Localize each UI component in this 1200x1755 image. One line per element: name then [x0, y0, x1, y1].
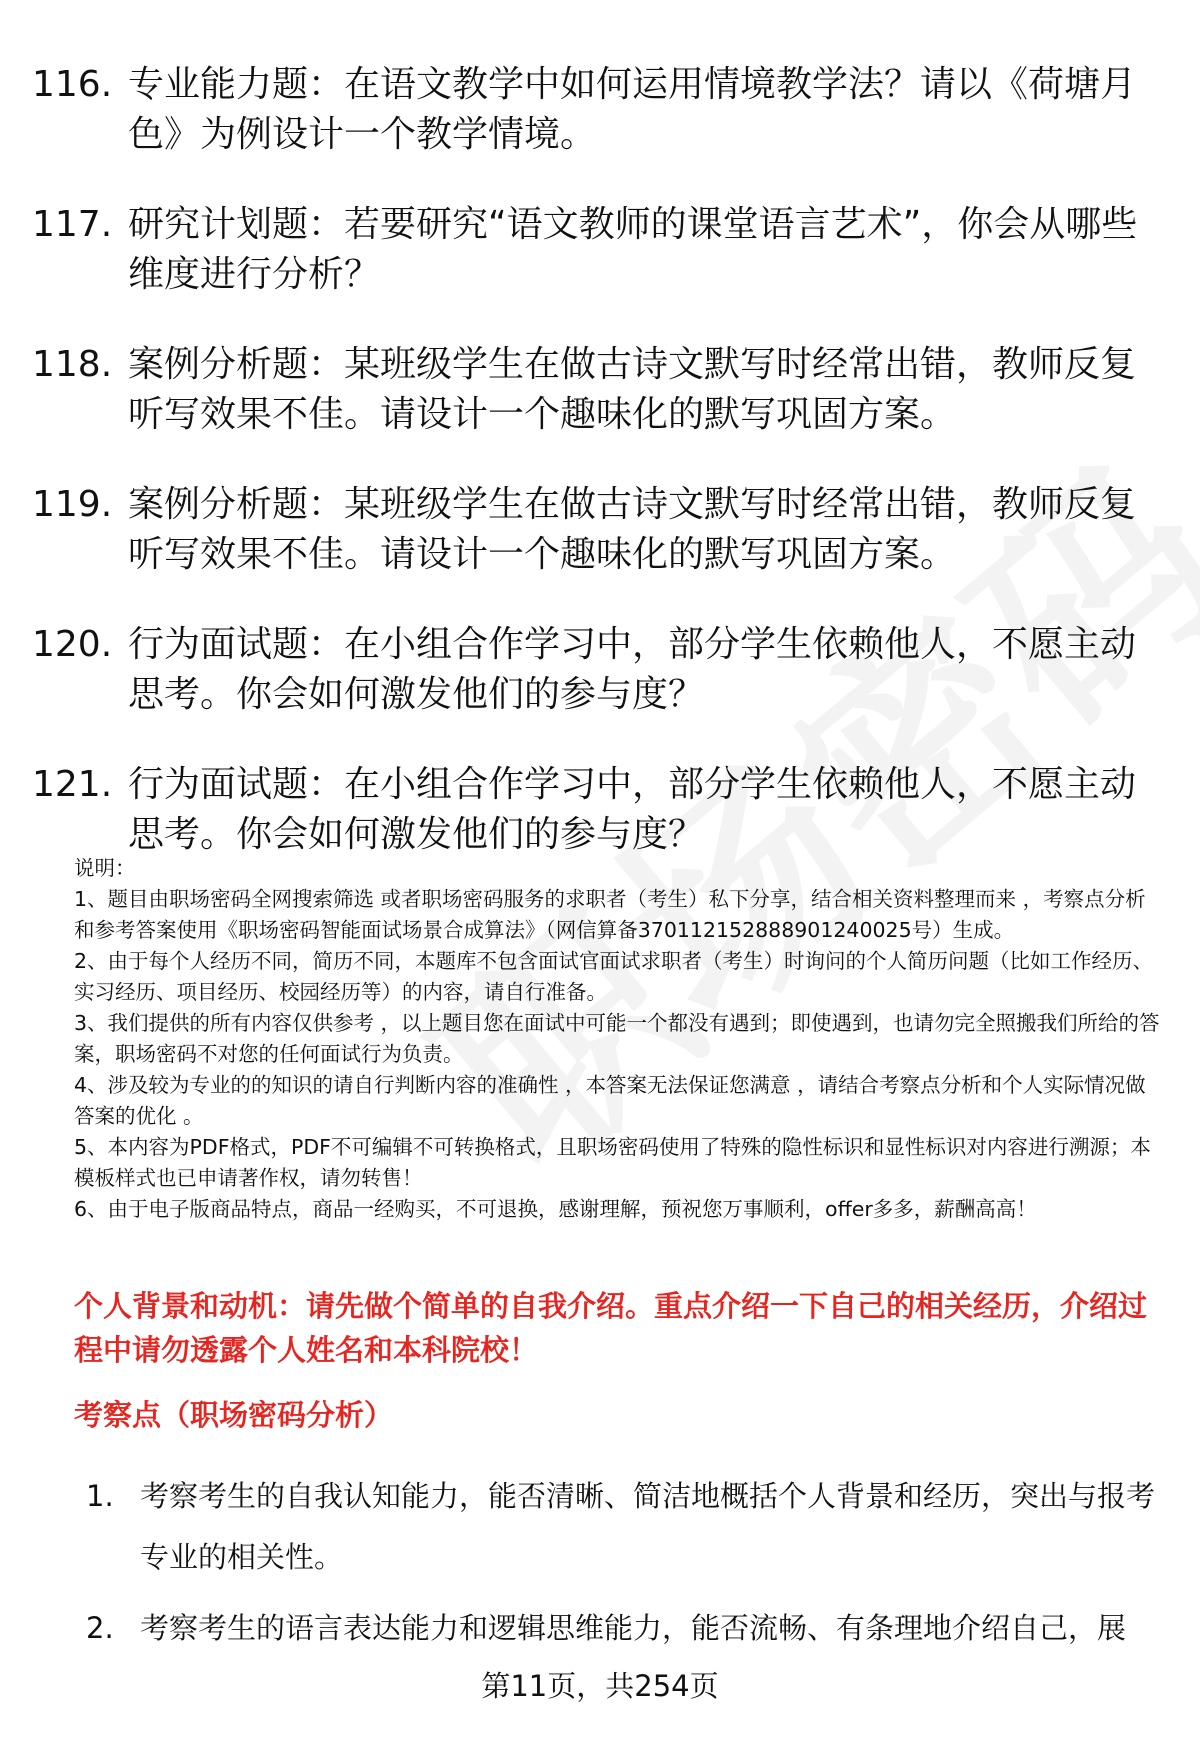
question-item — [32, 760, 1152, 860]
exam-point-item — [74, 1466, 1164, 1588]
page-footer: 第11页，共254页 — [481, 1669, 719, 1703]
note-item: 2、由于每个人经历不同，简历不同，本题库不包含面试官面试求职者（考生）时询问的个人简历问题（比如工作经历、实习经历、项目经历、校园经历等）的内容，请自行准备。 — [74, 949, 1154, 1004]
question-number: 120. — [32, 624, 113, 665]
question-number: 121. — [32, 764, 113, 805]
note-item: 3、我们提供的所有内容仅供参考 ，以上题目您在面试中可能一个都没有遇到；即使遇到，也请勿完全照搬我们所给的答案，职场密码不对您的任何面试行为负责。 — [74, 1011, 1160, 1066]
exam-point-text: 考察考生的语言表达能力和逻辑思维能力，能否流畅、有条理地介绍自己，展 — [140, 1611, 1127, 1645]
question-number: 116. — [32, 64, 113, 105]
question-text: 行为面试题：在小组合作学习中，部分学生依赖他人，不愿主动思考。你会如何激发他们的参与度？ — [128, 764, 1137, 855]
exam-points-title: 考察点（职场密码分析） — [74, 1398, 394, 1432]
question-item — [32, 340, 1152, 440]
question-number: 119. — [32, 484, 113, 525]
section-title: 个人背景和动机：请先做个简单的自我介绍。重点介绍一下自己的相关经历，介绍过程中请勿透露个人姓名和本科院校！ — [74, 1289, 1148, 1367]
note-item: 6、由于电子版商品特点，商品一经购买，不可退换，感谢理解，预祝您万事顺利，offer多多，薪酬高高！ — [74, 1197, 1037, 1221]
question-text: 专业能力题：在语文教学中如何运用情境教学法？请以《荷塘月色》为例设计一个教学情境。 — [128, 64, 1137, 155]
question-text: 研究计划题：若要研究“语文教师的课堂语言艺术”，你会从哪些维度进行分析？ — [128, 204, 1138, 295]
exam-point-text: 考察考生的自我认知能力，能否清晰、简洁地概括个人背景和经历，突出与报考专业的相关性。 — [140, 1479, 1156, 1574]
notes-section — [74, 853, 1164, 1225]
note-item: 4、涉及较为专业的的知识的请自行判断内容的准确性 ，本答案无法保证您满意 ，请结合考察点分析和个人实际情况做答案的优化 。 — [74, 1073, 1146, 1128]
exam-point-number: 1. — [86, 1479, 114, 1513]
note-item: 5、本内容为PDF格式，PDF不可编辑不可转换格式，且职场密码使用了特殊的隐性标识和显性标识对内容进行溯源；本模板样式也已申请著作权，请勿转售！ — [74, 1135, 1151, 1190]
question-item — [32, 620, 1152, 720]
question-number: 118. — [32, 344, 113, 385]
question-text: 案例分析题：某班级学生在做古诗文默写时经常出错，教师反复听写效果不佳。请设计一个趣味化的默写巩固方案。 — [128, 484, 1137, 575]
question-text: 行为面试题：在小组合作学习中，部分学生依赖他人，不愿主动思考。你会如何激发他们的参与度？ — [128, 624, 1137, 715]
exam-point-item — [74, 1598, 1164, 1659]
question-number: 117. — [32, 204, 113, 245]
question-item — [32, 200, 1152, 300]
question-text: 案例分析题：某班级学生在做古诗文默写时经常出错，教师反复听写效果不佳。请设计一个趣味化的默写巩固方案。 — [128, 344, 1137, 435]
exam-points-list — [74, 1466, 1164, 1669]
question-item — [32, 480, 1152, 580]
question-list — [32, 60, 1152, 900]
note-item: 1、题目由职场密码全网搜索筛选 或者职场密码服务的求职者（考生）私下分享，结合相关资料整理而来 ，考察点分析和参考答案使用《职场密码智能面试场景合成算法》（网信算备370112152888901240025号）生成。 — [74, 887, 1146, 942]
notes-heading: 说明： — [74, 856, 136, 880]
question-item — [32, 60, 1152, 160]
exam-point-number: 2. — [86, 1611, 114, 1645]
